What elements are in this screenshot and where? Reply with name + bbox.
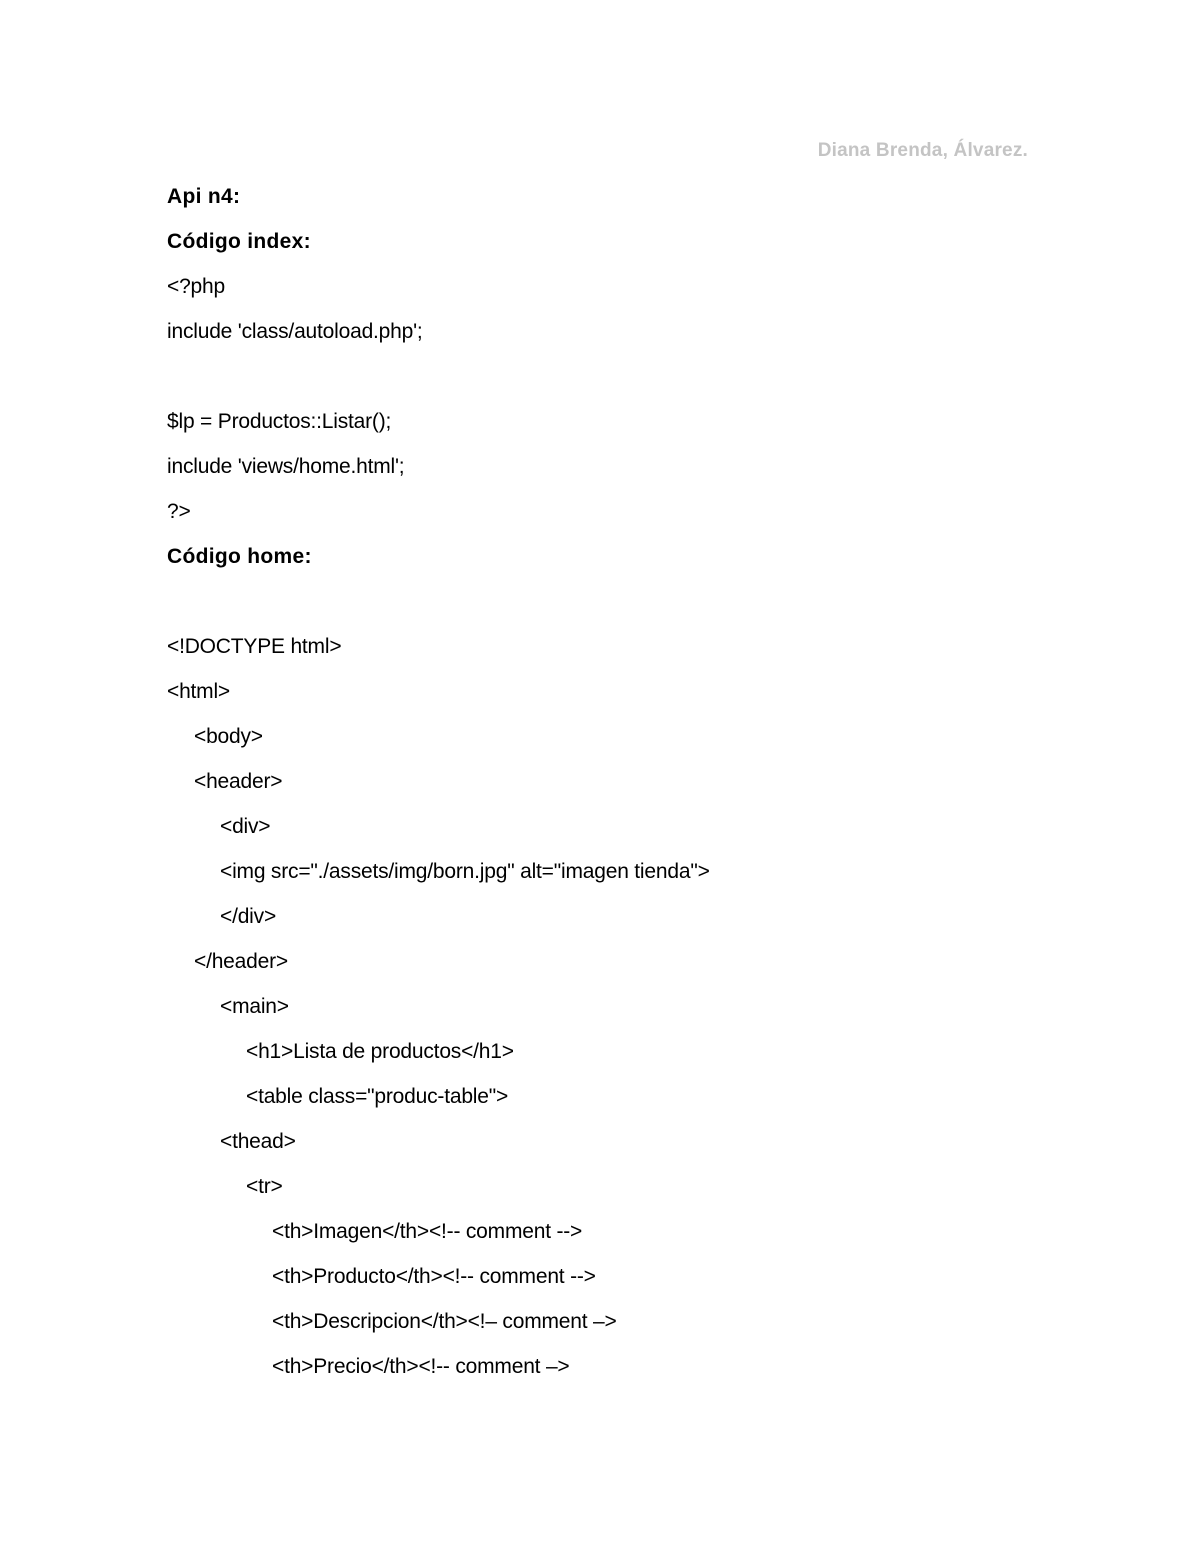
code-line: <h1>Lista de productos</h1> xyxy=(246,1040,514,1063)
blank-line xyxy=(167,354,1067,399)
code-line: </header> xyxy=(194,950,288,973)
code-line: <header> xyxy=(194,770,283,793)
section-heading: Api n4: xyxy=(167,185,241,208)
code-line: <html> xyxy=(167,680,230,703)
code-line: <table class="produc-table"> xyxy=(246,1085,509,1108)
section-heading: Código home: xyxy=(167,545,312,568)
code-line: <th>Descripcion</th><!– comment –> xyxy=(272,1310,617,1333)
code-line: <div> xyxy=(220,815,271,838)
code-line: $lp = Productos::Listar(); xyxy=(167,410,392,433)
code-line: <body> xyxy=(194,725,263,748)
code-line: <?php xyxy=(167,275,225,298)
code-line: <th>Precio</th><!-- comment –> xyxy=(272,1355,570,1378)
code-line: <main> xyxy=(220,995,289,1018)
code-line: <thead> xyxy=(220,1130,296,1153)
code-line: ?> xyxy=(167,500,191,523)
code-line: <img src="./assets/img/born.jpg" alt="imagen tienda"> xyxy=(220,860,710,883)
code-line: <!DOCTYPE html> xyxy=(167,635,342,658)
code-line: include 'views/home.html'; xyxy=(167,455,405,478)
code-line: <tr> xyxy=(246,1175,283,1198)
code-line: <th>Imagen</th><!-- comment --> xyxy=(272,1220,583,1243)
code-line: include 'class/autoload.php'; xyxy=(167,320,423,343)
author-name: Diana Brenda, Álvarez. xyxy=(817,140,1028,161)
blank-line xyxy=(167,579,1067,624)
document-body xyxy=(167,174,1067,1389)
section-heading: Código index: xyxy=(167,230,311,253)
code-line: <th>Producto</th><!-- comment --> xyxy=(272,1265,596,1288)
code-line: </div> xyxy=(220,905,277,928)
